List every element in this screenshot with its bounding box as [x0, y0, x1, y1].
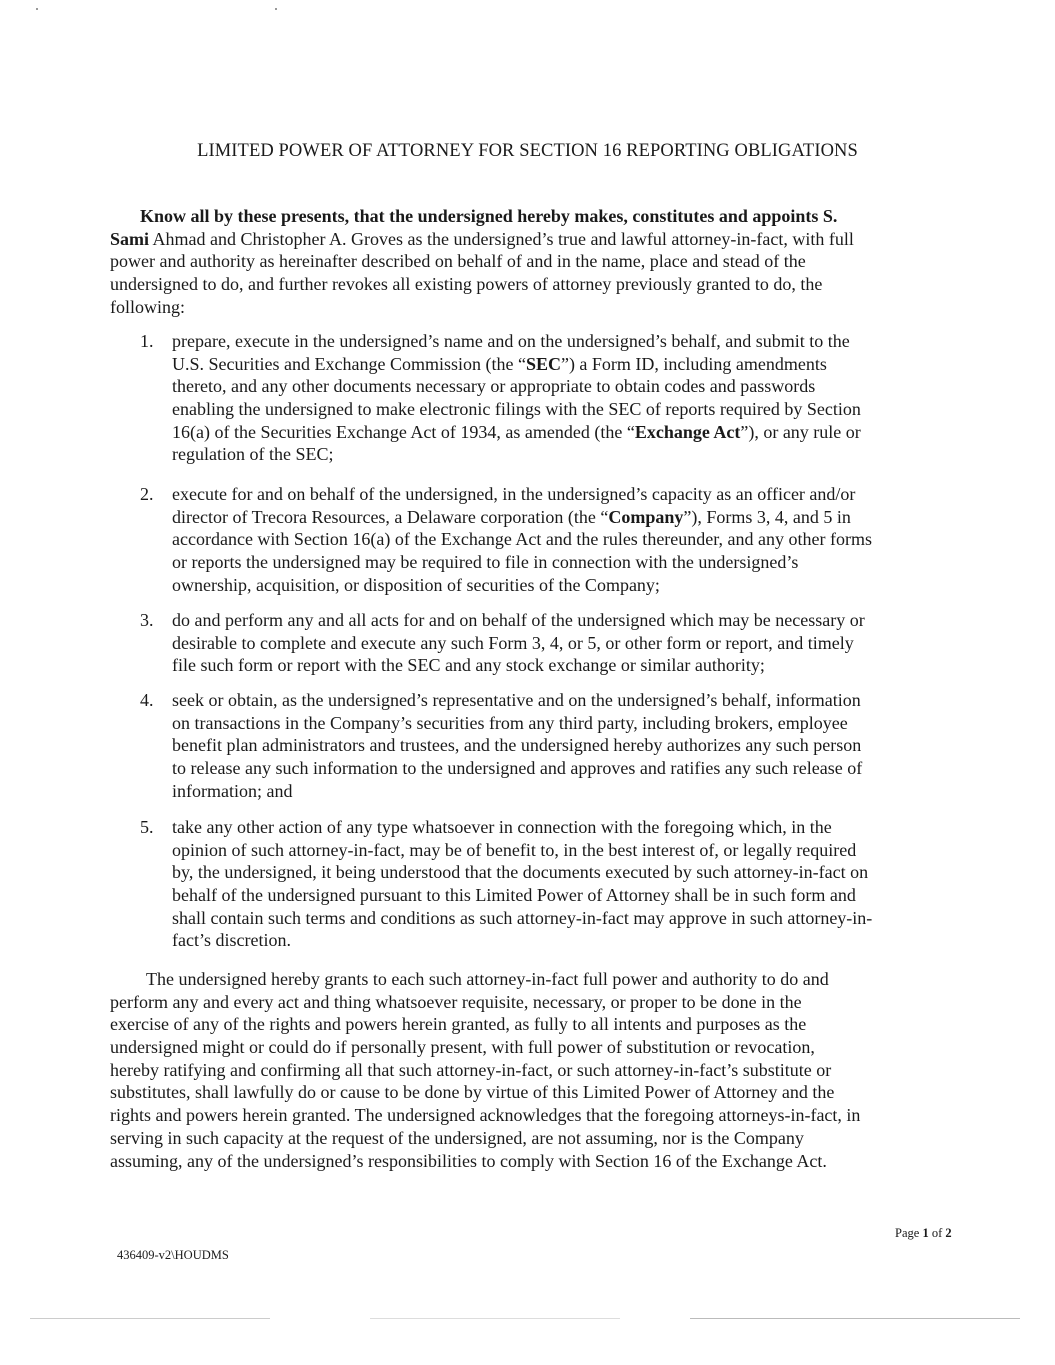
- text-line: [110, 250, 854, 273]
- text: power and authority as hereinafter described on behalf of and in the name, place and stead of the: [110, 251, 806, 272]
- text-line: [172, 861, 872, 884]
- scan-speck: [36, 8, 38, 10]
- page-number: [895, 1226, 952, 1241]
- text: fact’s discretion.: [172, 930, 291, 951]
- list-item: [140, 330, 861, 466]
- list-item: [140, 689, 863, 802]
- text-line: [172, 632, 865, 655]
- closing-paragraph: [110, 968, 860, 1172]
- list-item-number: 3.: [140, 610, 154, 630]
- bold-text: Know all by these presents, that the undersigned hereby makes, constitutes and appoints S.: [140, 206, 838, 226]
- text-line: [110, 296, 854, 319]
- text: to release any such information to the undersigned and approves and ratifies any such release of: [172, 758, 863, 779]
- list-item-number: 5.: [140, 817, 154, 837]
- text: 16(a) of the Securities Exchange Act of 1934, as amended (the “: [172, 421, 635, 442]
- text-line: [172, 884, 872, 907]
- text: thereto, and any other documents necessary or appropriate to obtain codes and passwords: [172, 376, 816, 397]
- text: file such form or report with the SEC and any stock exchange or similar authority;: [172, 655, 765, 676]
- text: ”), or any rule or: [740, 421, 861, 442]
- text: ”), Forms 3, 4, and 5 in: [683, 506, 851, 527]
- text: ownership, acquisition, or disposition of securities of the Company;: [172, 574, 660, 595]
- text-line: [110, 1059, 860, 1082]
- text: substitutes, shall lawfully do or cause to be done by virtue of this Limited Power of Attorney and the: [110, 1082, 835, 1103]
- page-prefix: Page: [895, 1226, 923, 1240]
- text: behalf of the undersigned pursuant to this Limited Power of Attorney shall be in such form and: [172, 885, 856, 906]
- text-line: [172, 839, 872, 862]
- scan-speck: [275, 8, 277, 10]
- page-current: 1: [922, 1226, 929, 1240]
- text: accordance with Section 16(a) of the Exchange Act and the rules thereunder, and any other forms: [172, 529, 873, 550]
- list-item: [140, 483, 873, 596]
- text: execute for and on behalf of the undersigned, in the undersigned’s capacity as an officer and/or: [172, 484, 856, 504]
- list-item-number: 4.: [140, 690, 154, 710]
- text: assuming, any of the undersigned’s responsibilities to comply with Section 16 of the Exchange Act.: [110, 1150, 827, 1171]
- text-line: [172, 528, 872, 551]
- text-line: [172, 551, 872, 574]
- text-line: [110, 205, 854, 228]
- text: serving in such capacity at the request of the undersigned, are not assuming, nor is the Company: [110, 1127, 804, 1148]
- text-line: [172, 375, 861, 398]
- bold-text: Sami: [110, 228, 150, 249]
- text-line: [110, 1036, 860, 1059]
- text: or reports the undersigned may be required to file in connection with the undersigned’s: [172, 552, 799, 573]
- text-line: [172, 609, 865, 632]
- text: exercise of any of the rights and powers herein granted, as fully to all intents and purposes as the: [110, 1014, 807, 1035]
- text-line: [172, 506, 872, 529]
- text: by, the undersigned, it being understood that the documents executed by such attorney-in-fact on: [172, 862, 869, 883]
- text: hereby ratifying and confirming all that such attorney-in-fact, or such attorney-in-fact’s substitute or: [110, 1059, 832, 1080]
- text: following:: [110, 296, 185, 317]
- text-line: [172, 443, 861, 466]
- text: undersigned might or could do if personally present, with full power of substitution or revocation,: [110, 1037, 815, 1058]
- text-line: [110, 1081, 860, 1104]
- text-line: [172, 574, 872, 597]
- text: enabling the undersigned to make electronic filings with the SEC of reports required by Section: [172, 399, 861, 420]
- bold-text: Company: [608, 506, 684, 527]
- text-line: [172, 816, 872, 839]
- text: opinion of such attorney-in-fact, may be of benefit to, in the best interest of, or legally required: [172, 839, 857, 860]
- scan-artifact-line: [370, 1318, 620, 1319]
- text: do and perform any and all acts for and on behalf of the undersigned which may be necessary or: [172, 610, 865, 630]
- text-line: [172, 712, 862, 735]
- text-line: [172, 780, 862, 803]
- text-line: [172, 734, 862, 757]
- text: benefit plan administrators and trustees, and the undersigned hereby authorizes any such person: [172, 735, 862, 756]
- text-line: [172, 353, 861, 376]
- text-line: [110, 1127, 860, 1150]
- page-of: of: [928, 1226, 946, 1240]
- text: perform any and every act and thing whatsoever requisite, necessary, or proper to be done in the: [110, 991, 802, 1012]
- text: take any other action of any type whatsoever in connection with the foregoing which, in the: [172, 817, 832, 837]
- list-item: [140, 609, 865, 677]
- text: shall contain such terms and conditions as such attorney-in-fact may approve in such attorney-in-: [172, 907, 873, 928]
- text-line: [110, 228, 854, 251]
- text-line: [172, 421, 861, 444]
- document-title: LIMITED POWER OF ATTORNEY FOR SECTION 16 REPORTING OBLIGATIONS: [197, 141, 858, 161]
- bold-text: Exchange Act: [634, 421, 741, 442]
- text-line: [172, 907, 872, 930]
- text: desirable to complete and execute any such Form 3, 4, or 5, or other form or report, and timely: [172, 632, 854, 653]
- text: U.S. Securities and Exchange Commission (the “: [172, 353, 526, 374]
- text: seek or obtain, as the undersigned’s representative and on the undersigned’s behalf, information: [172, 690, 861, 710]
- text-line: [172, 654, 865, 677]
- text: prepare, execute in the undersigned’s name and on the undersigned’s behalf, and submit to the: [172, 331, 850, 351]
- text-line: [172, 483, 872, 506]
- scan-artifact-line: [690, 1318, 1020, 1319]
- bold-text: SEC: [525, 353, 561, 374]
- text-line: [110, 968, 860, 991]
- text: ”) a Form ID, including amendments: [560, 353, 827, 374]
- text-line: [110, 1013, 860, 1036]
- scan-artifact-line: [30, 1318, 270, 1319]
- document-code: 436409-v2\HOUDMS: [117, 1248, 229, 1262]
- text: information; and: [172, 780, 293, 801]
- text-line: [172, 929, 872, 952]
- text: rights and powers herein granted. The undersigned acknowledges that the foregoing attorneys-in-fact, in: [110, 1105, 861, 1126]
- text: The undersigned hereby grants to each such attorney-in-fact full power and authority to do and: [146, 969, 829, 989]
- text: undersigned to do, and further revokes all existing powers of attorney previously granted to do, the: [110, 274, 823, 295]
- text-line: [172, 330, 861, 353]
- text-line: [110, 991, 860, 1014]
- page-total: 2: [945, 1226, 952, 1240]
- text: director of Trecora Resources, a Delaware corporation (the “: [172, 506, 609, 527]
- text-line: [110, 1150, 860, 1173]
- text: Ahmad and Christopher A. Groves as the undersigned’s true and lawful attorney-in-fact, with full: [149, 228, 854, 249]
- text-line: [172, 689, 862, 712]
- list-item-number: 1.: [140, 331, 154, 351]
- text-line: [172, 757, 862, 780]
- text: on transactions in the Company’s securities from any third party, including brokers, employee: [172, 712, 848, 733]
- list-item: [140, 816, 873, 952]
- text-line: [110, 273, 854, 296]
- intro-paragraph: [110, 205, 854, 318]
- text: regulation of the SEC;: [172, 444, 334, 465]
- text-line: [110, 1104, 860, 1127]
- text-line: [172, 398, 861, 421]
- list-item-number: 2.: [140, 484, 154, 504]
